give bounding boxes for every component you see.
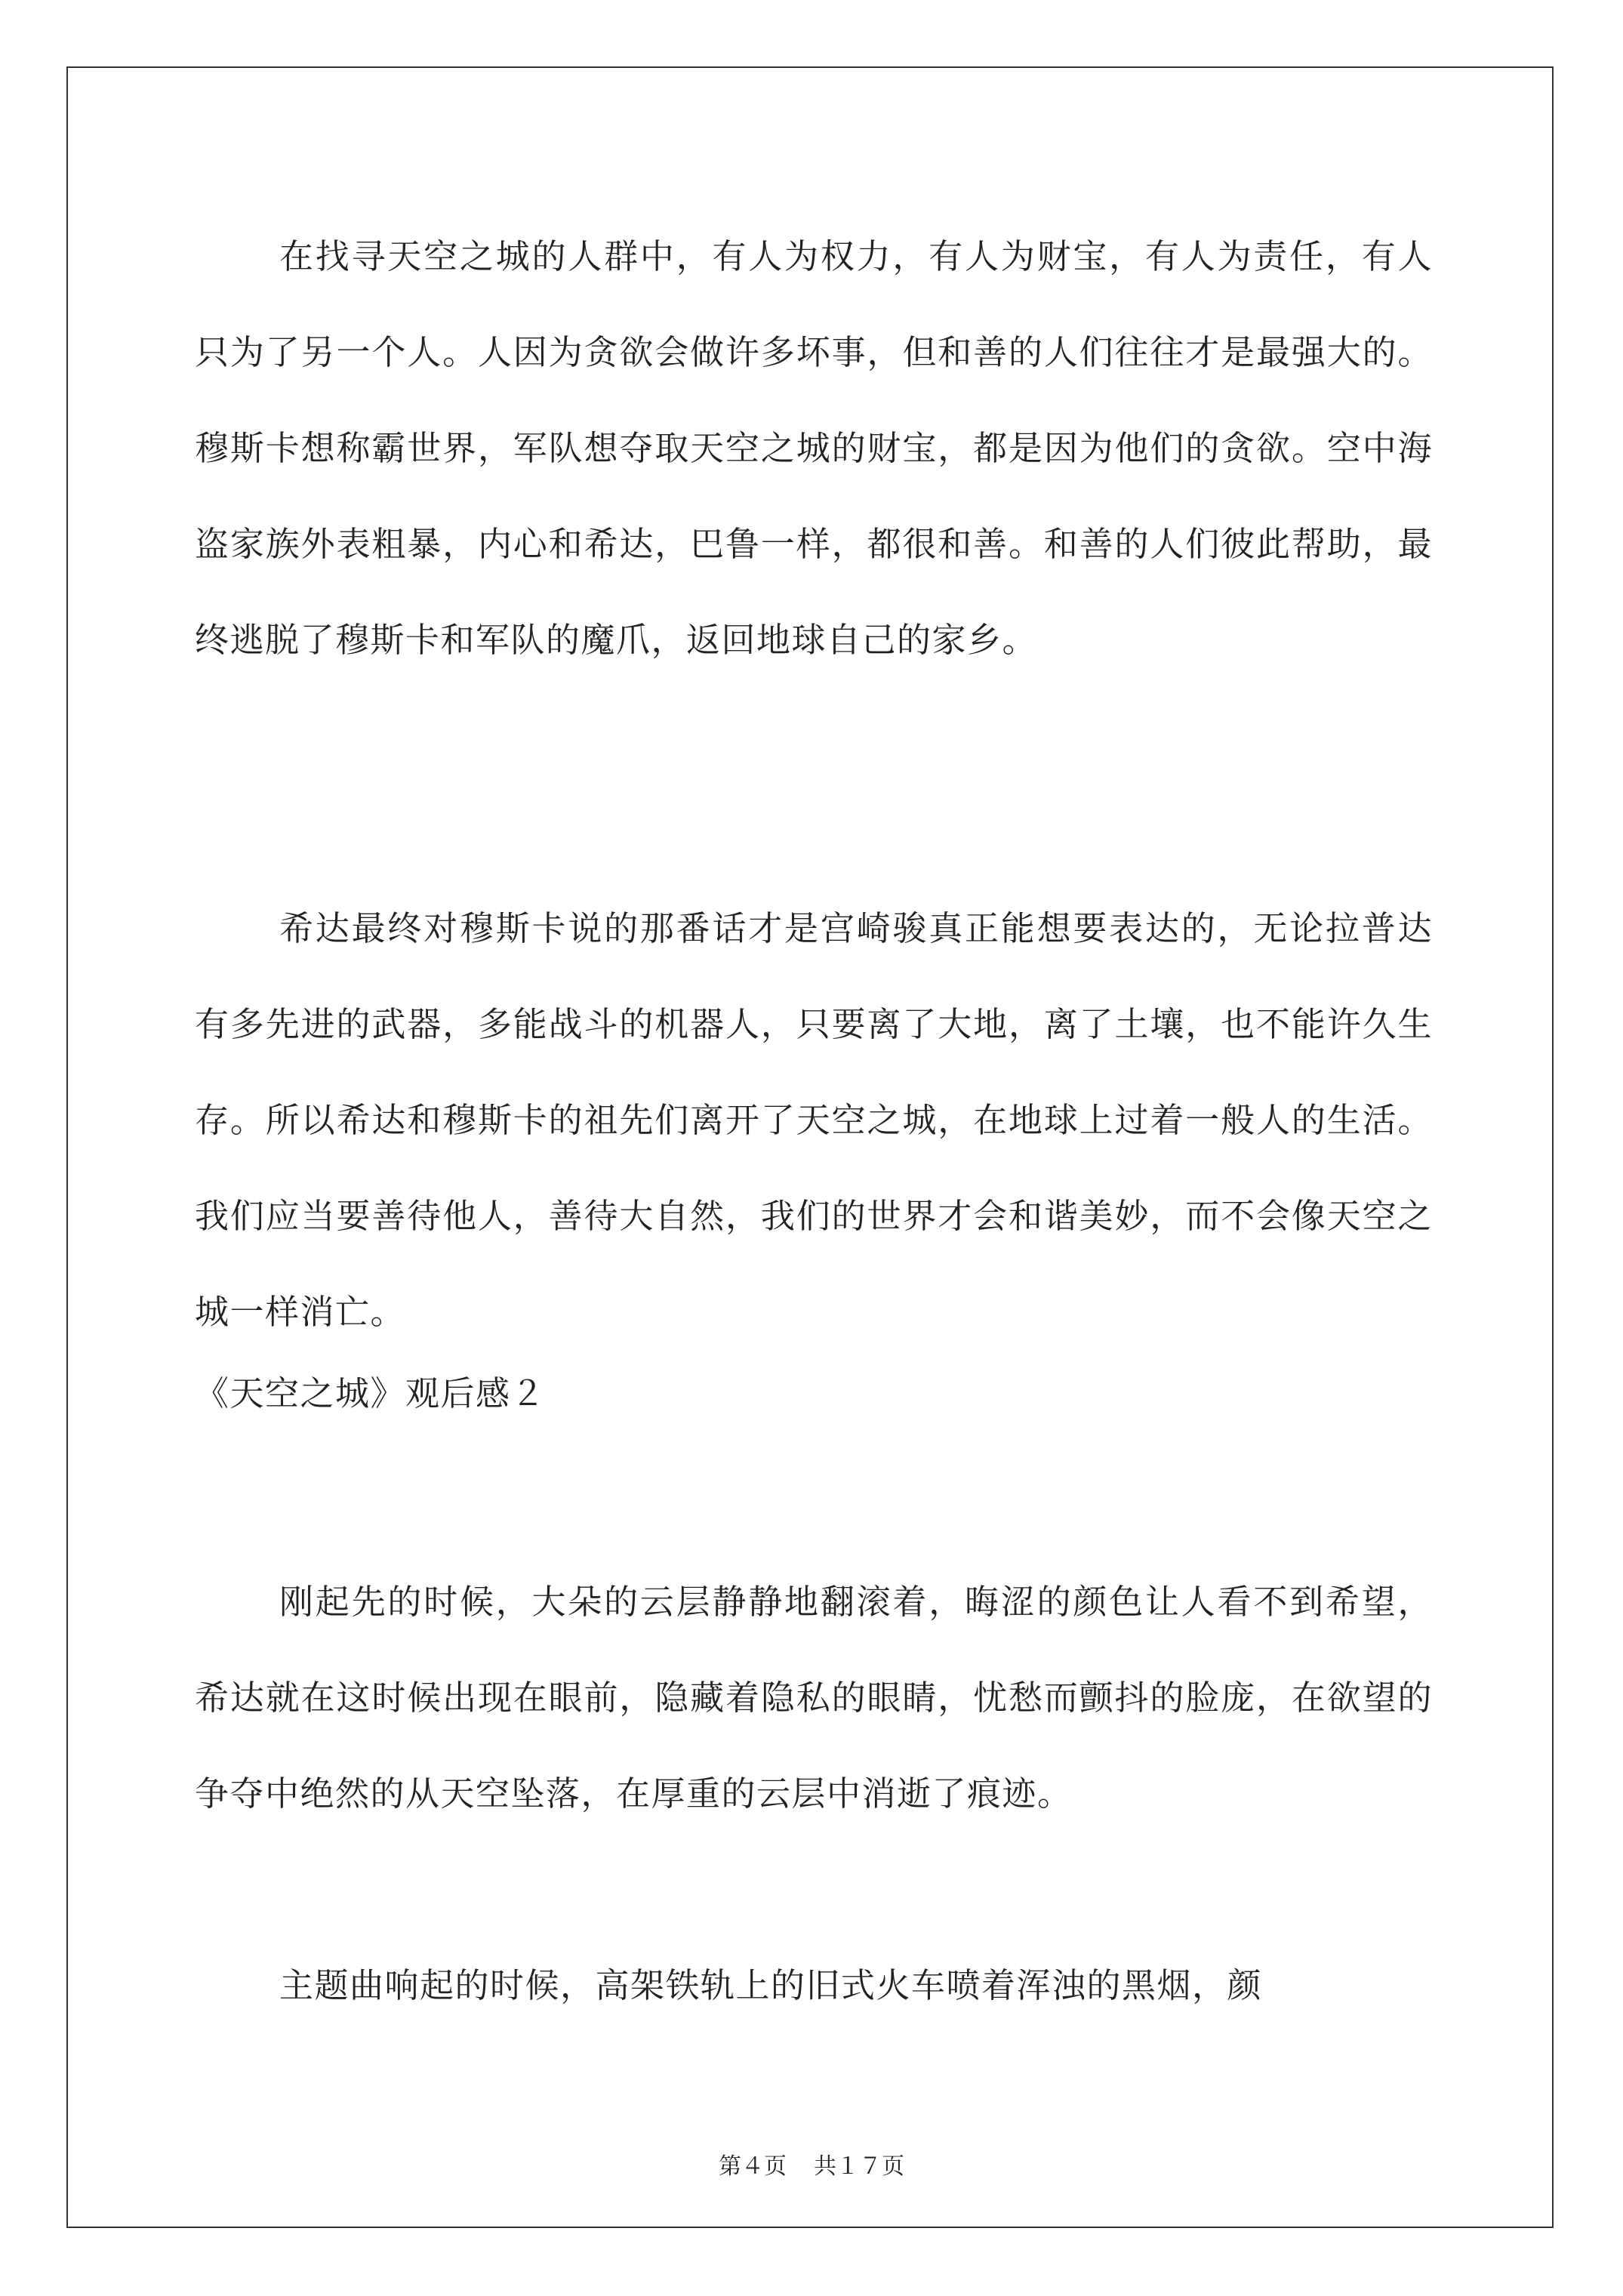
body-paragraph-2: 希达最终对穆斯卡说的那番话才是宫崎骏真正能想要表达的，无论拉普达有多先进的武器，多能战斗的机器人，只要离了大地，离了土壤，也不能许久生存。所以希达和穆斯卡的祖先们离开了天空之城，在地球上过着一般人的生活。我们应当要善待他人，善待大自然，我们的世界才会和谐美妙，而不会像天空之城一样消亡。	[195, 908, 1433, 1332]
page-footer	[0, 2152, 1623, 2182]
body-paragraph-3: 刚起先的时候，大朵的云层静静地翻滚着，晦涩的颜色让人看不到希望，希达就在这时候出现在眼前，隐藏着隐私的眼睛，忧愁而颤抖的脸庞，在欲望的争夺中绝然的从天空坠落，在厚重的云层中消逝了痕迹。	[195, 1582, 1433, 1814]
page-number-total: 共１７页	[814, 2153, 904, 2180]
section-heading: 《天空之城》观后感２	[195, 1373, 547, 1413]
page-number-current: 第４页	[719, 2153, 787, 2180]
body-paragraph-1: 在找寻天空之城的人群中，有人为权力，有人为财宝，有人为责任，有人只为了另一个人。人因为贪欲会做许多坏事，但和善的人们往往才是最强大的。穆斯卡想称霸世界，军队想夺取天空之城的财宝，都是因为他们的贪欲。空中海盗家族外表粗暴，内心和希达，巴鲁一样，都很和善。和善的人们彼此帮助，最终逃脱了穆斯卡和军队的魔爪，返回地球自己的家乡。	[195, 236, 1433, 660]
body-paragraph-4: 主题曲响起的时候，高架铁轨上的旧式火车喷着浑浊的黑烟，颜	[279, 1965, 1263, 2005]
